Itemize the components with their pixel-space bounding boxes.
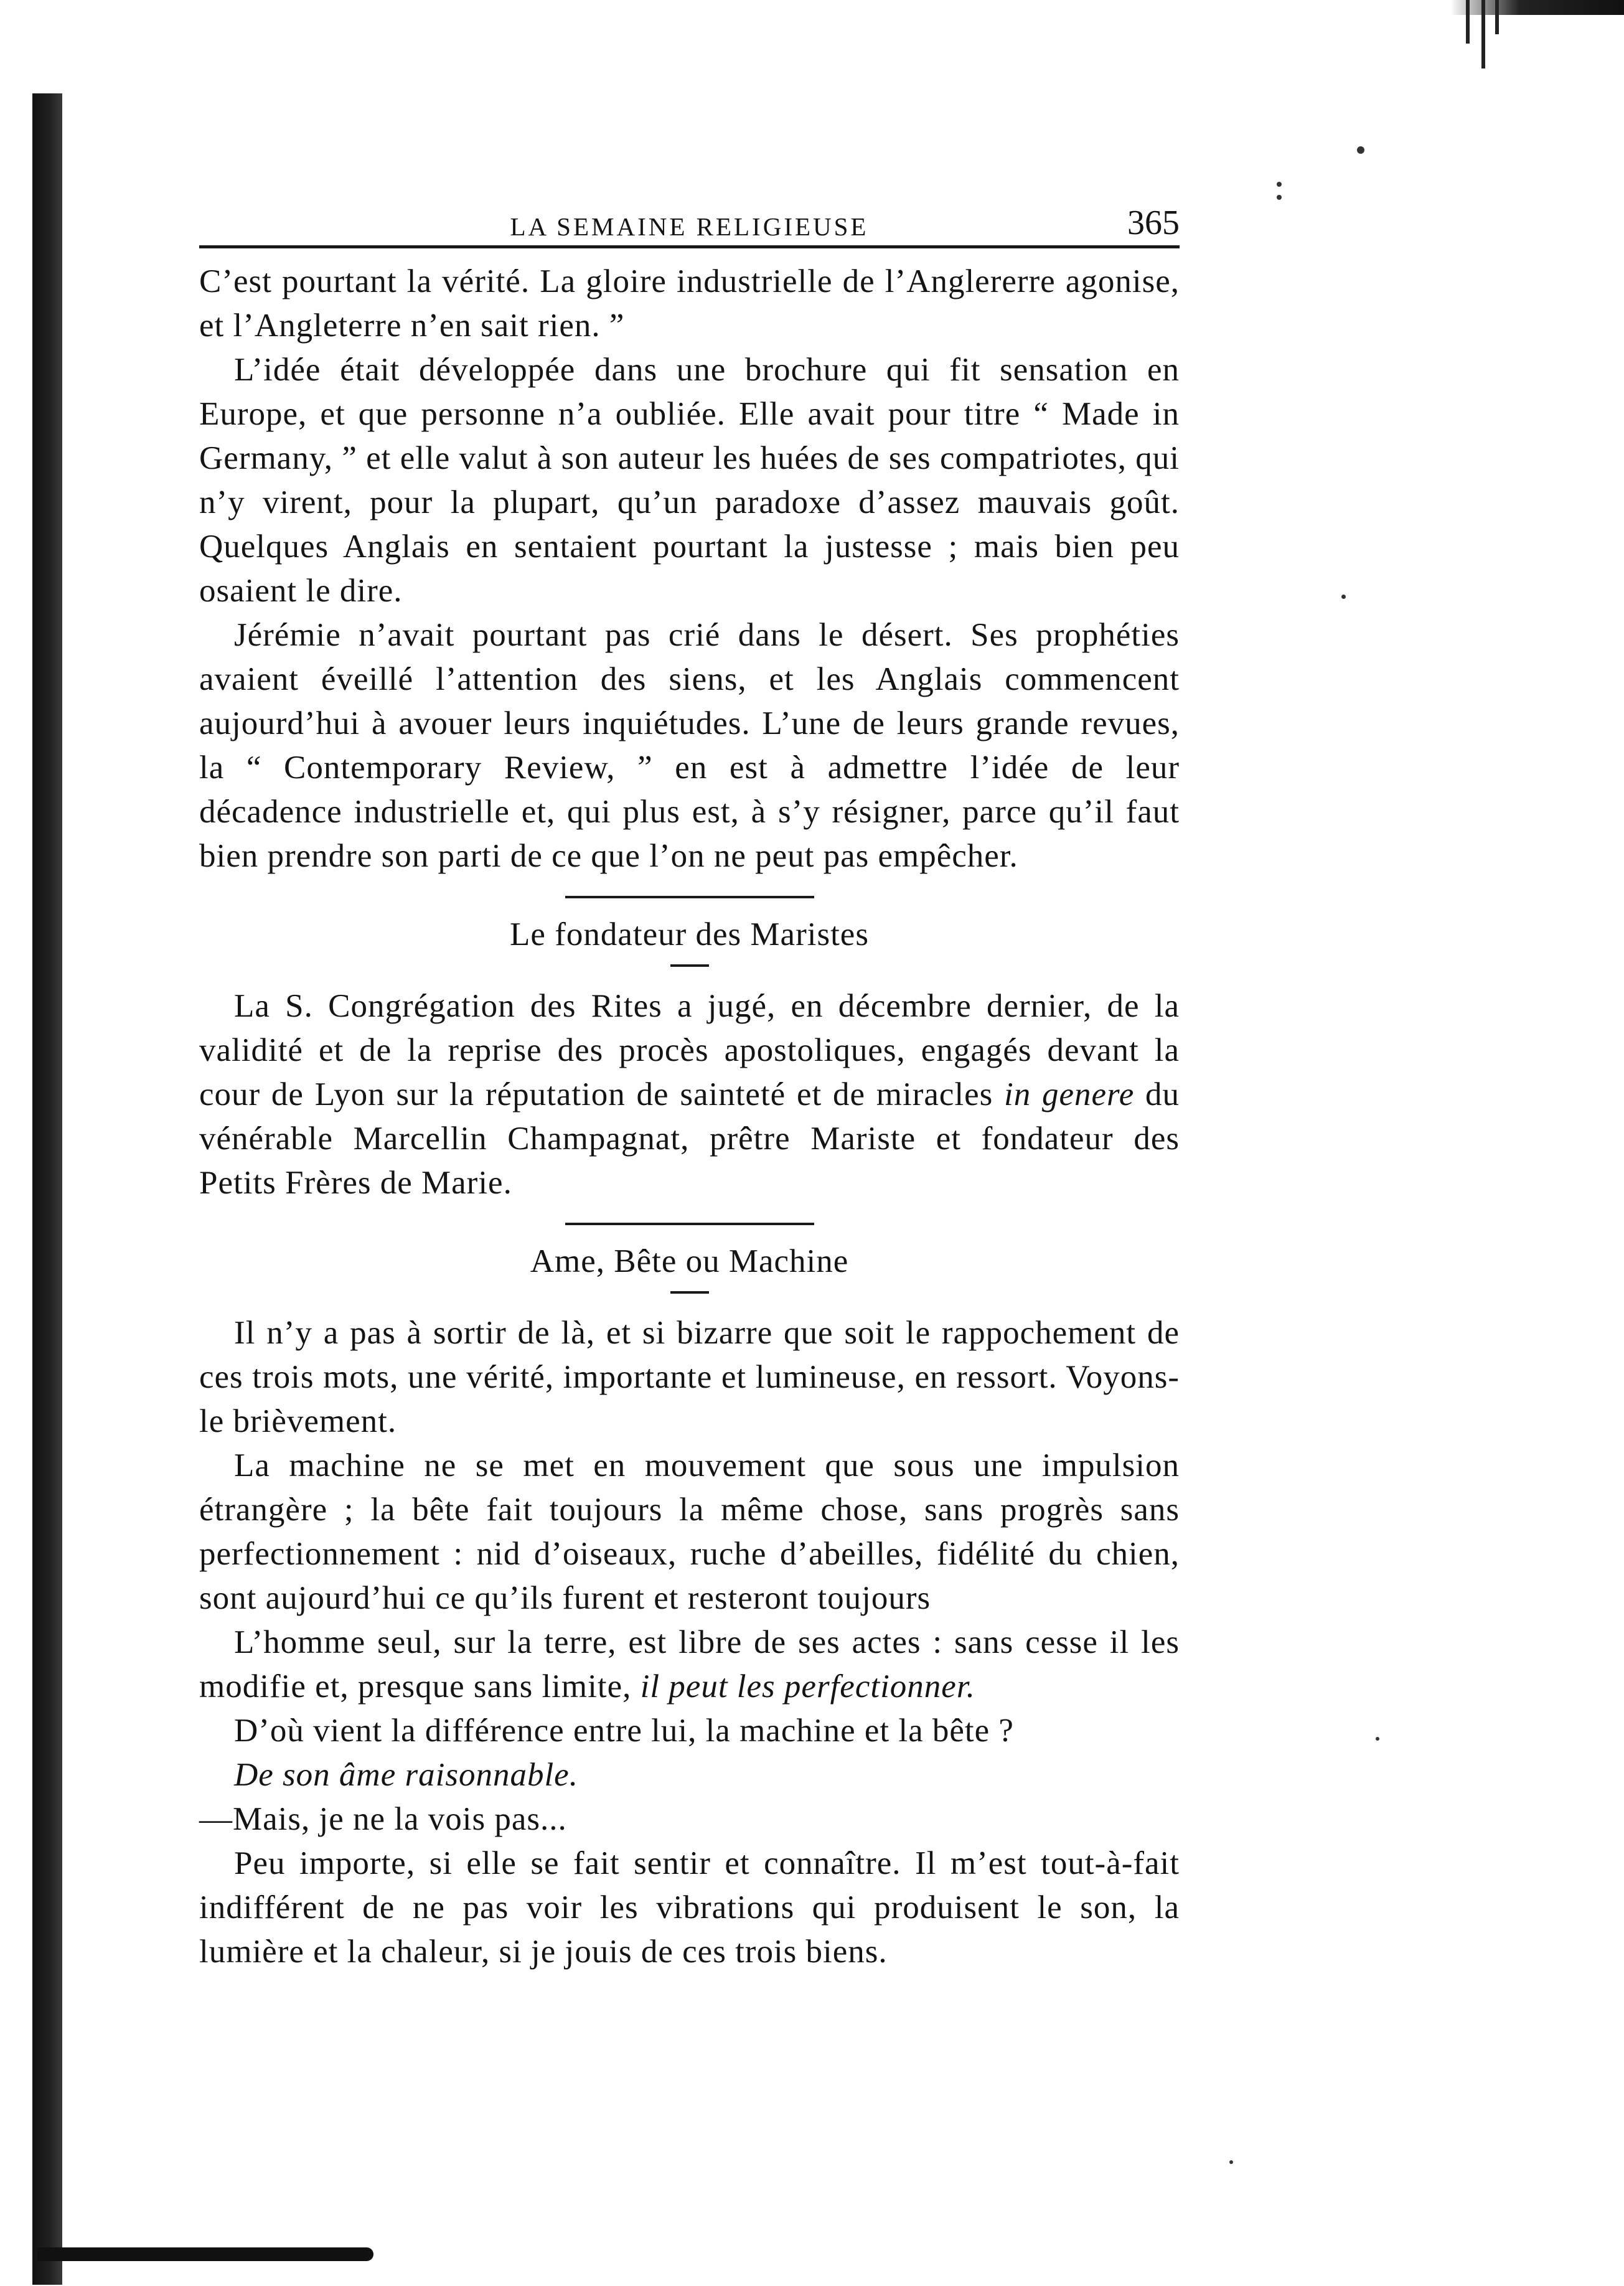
section-divider (565, 1223, 814, 1225)
book-spine-shadow (32, 93, 62, 2285)
running-header (199, 198, 1180, 248)
paragraph (199, 984, 1180, 1205)
paragraph (199, 1753, 1180, 1797)
page-content (199, 198, 1180, 1974)
text-run: L’homme seul, sur la terre, est libre de ses actes : sans cesse il les modifie et, presque sans limite, (199, 1624, 1180, 1705)
paragraph: D’où vient la différence entre lui, la machine et la bête ? (234, 1713, 1014, 1749)
article-body (199, 260, 1180, 1974)
page-number: 365 (1127, 204, 1180, 242)
paragraph: Jérémie n’avait pourtant pas crié dans le désert. Ses prophéties avaient éveillé l’attention des siens, et les Anglais commencent aujourd’hui à avouer leurs inquiétudes. L’une de leurs grande revues, la “ Contemporary Review, ” en est à admettre l’idée de leur décadence industrielle et, qui plus est, à s’y résigner, parce qu’il faut bien prendre son parti de ce que l’on ne peut pas empêcher. (199, 617, 1180, 874)
title-dash (670, 964, 709, 967)
scan-speck (1277, 195, 1282, 200)
italic-text: De son âme raisonnable. (234, 1757, 578, 1793)
paragraph: Peu importe, si elle se fait sentir et connaître. Il m’est tout-à-fait indifférent de ne pas voir les vibrations qui produisent le son, la lumière et la chaleur, si je jouis de ces trois biens. (199, 1845, 1180, 1970)
paragraph (199, 1620, 1180, 1709)
paragraph: C’est pourtant la vérité. La gloire industrielle de l’Anglererre agonise, et l’Angleterre n’en sait rien. ” (199, 263, 1180, 344)
italic-text: in genere (1004, 1076, 1135, 1112)
paragraph: L’idée était développée dans une brochure qui fit sensation en Europe, et que personne n’a oubliée. Elle avait pour titre “ Made in Germany, ” et elle valut à son auteur les huées de ses compatriotes, qui n’y virent, pour la plupart, qu’un paradoxe d’assez mauvais goût. Quelques Anglais en sentaient pourtant la justesse ; mais bien peu osaient le dire. (199, 352, 1180, 609)
scan-speck (1229, 2160, 1233, 2164)
scan-corner-tick (1495, 0, 1499, 34)
scan-speck (1376, 1737, 1379, 1741)
title-dash (670, 1291, 709, 1294)
scan-corner-tick (1481, 0, 1485, 68)
book-spine-foot (37, 2247, 373, 2261)
scan-speck (1277, 182, 1282, 187)
scan-corner-tick (1466, 0, 1470, 44)
section-title: Ame, Bête ou Machine (530, 1243, 849, 1279)
running-title: LA SEMAINE RELIGIEUSE (510, 212, 869, 241)
scan-speck (1341, 595, 1346, 599)
scan-speck (1357, 146, 1364, 154)
scan-corner-mark (1450, 0, 1624, 15)
section-title: Le fondateur des Maristes (510, 916, 869, 952)
text-run: du vénérable Marcellin Champagnat, prêtre Mariste et fondateur des Petits Frères de Marie. (199, 1076, 1180, 1201)
section-divider (565, 896, 814, 898)
italic-text: il peut les perfectionner. (640, 1668, 975, 1705)
paragraph: Il n’y a pas à sortir de là, et si bizarre que soit le rappochement de ces trois mots, une vérité, importante et lumineuse, en ressort. Voyons-le brièvement. (199, 1315, 1180, 1439)
paragraph: —Mais, je ne la vois pas... (199, 1801, 567, 1837)
paragraph: La machine ne se met en mouvement que sous une impulsion étrangère ; la bête fait toujours la même chose, sans progrès sans perfectionnement : nid d’oiseaux, ruche d’abeilles, fidélité du chien, sont aujourd’hui ce qu’ils furent et resteront toujours (199, 1447, 1180, 1616)
text-run: La S. Congrégation des Rites a jugé, en décembre dernier, de la validité et de la reprise des procès apostoliques, engagés devant la cour de Lyon sur la réputation de sainteté et de miracles (199, 988, 1180, 1112)
